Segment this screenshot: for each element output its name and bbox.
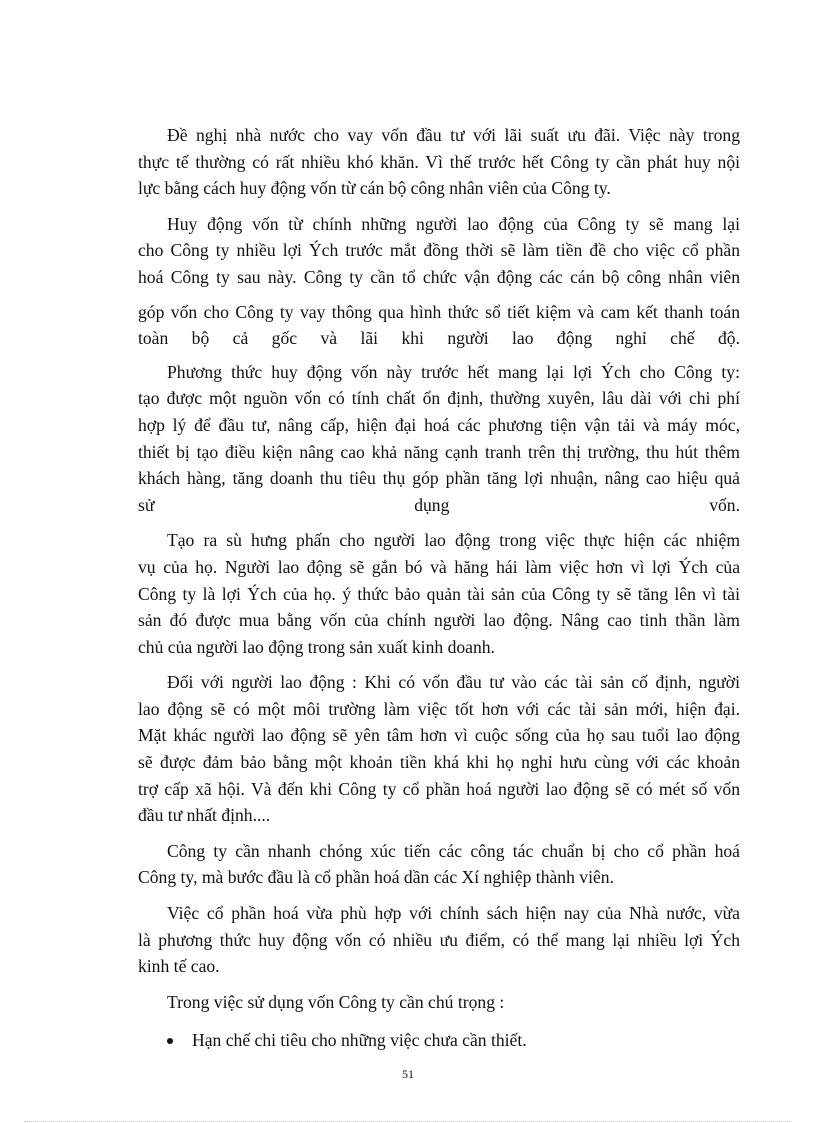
page-number: 51 <box>402 1067 414 1081</box>
document-body <box>138 122 740 1054</box>
text-line: sử dụng vốn. <box>138 494 740 515</box>
text-line: là phương thức huy động vốn có nhiều ưu điểm, có thể mang lại nhiều lợi Ých <box>138 929 740 950</box>
text-line: Đề nghị nhà nước cho vay vốn đầu tư với lãi suất ưu đãi. Việc này trong <box>167 125 740 145</box>
text-line: Huy động vốn từ chính những người lao động của Công ty sẽ mang lại <box>167 213 740 234</box>
text-line: toàn bộ cả gốc và lãi khi người lao động nghỉ chế độ. <box>138 328 740 349</box>
page-bottom-border <box>24 1121 792 1122</box>
paragraph-capital-usage <box>138 989 740 1016</box>
text-line: Công ty cần nhanh chóng xúc tiến các công tác chuẩn bị cho cổ phần hoá <box>167 840 740 861</box>
text-line: vụ của họ. Người lao động sẽ gắn bó và hăng hái làm việc hơn vì lợi Ých của <box>138 556 740 577</box>
text-line: Công ty, mà bước đầu là cổ phần hoá dần các Xí nghiệp thành viên. <box>138 867 614 888</box>
text-line: Đối với người lao động : Khi có vốn đầu tư vào các tài sản cố định, người <box>167 672 740 693</box>
text-line: cho Công ty nhiều lợi Ých trước mắt đồng thời sẽ làm tiền đề cho việc cổ phần <box>138 240 740 261</box>
paragraph-benefits <box>138 359 740 519</box>
text-line: Trong việc sử dụng vốn Công ty cần chú trọng : <box>167 991 505 1012</box>
paragraph-equitization <box>138 838 740 891</box>
text-line: Mặt khác người lao động sẽ yên tâm hơn vì cuộc sống của họ sau tuổi lao động <box>138 725 740 746</box>
text-line: góp vốn cho Công ty vay thông qua hình thức sổ tiết kiệm và cam kết thanh toán <box>138 301 740 322</box>
bullet-list-item <box>138 1027 740 1054</box>
paragraph-motivation <box>138 527 740 660</box>
paragraph-employee-capital <box>138 211 740 352</box>
text-line: Tạo ra sù hưng phấn cho người lao động trong việc thực hiện các nhiệm <box>167 530 740 551</box>
text-line: chủ của người lao động trong sản xuất kinh doanh. <box>138 636 495 657</box>
text-line: hợp lý để đầu tư, nâng cấp, hiện đại hoá các phương tiện vận tải và máy móc, <box>138 414 740 435</box>
text-line: thiết bị tạo điều kiện nâng cao khả năng cạnh tranh trên thị trường, thu hút thêm <box>138 441 740 462</box>
text-line: tạo được một nguồn vốn có tính chất ổn định, thường xuyên, lâu dài với chi phí <box>138 388 740 409</box>
paragraph-equitization-benefits <box>138 900 740 980</box>
text-line: lực bằng cách huy động vốn từ cán bộ công nhân viên của Công ty. <box>138 178 611 199</box>
text-line: lao động sẽ có một môi trường làm việc tốt hơn với các tài sản mới, hiện đại. <box>138 698 740 719</box>
text-line: đầu tư nhất định.... <box>138 805 271 826</box>
text-line: thực tế thường có rất nhiều khó khăn. Vì thế trước hết Công ty cần phát huy nội <box>138 151 740 172</box>
bullet-text: Hạn chế chi tiêu cho những việc chưa cần thiết. <box>192 1030 527 1051</box>
text-line: sẽ được đảm bảo bằng một khoản tiền khá khi họ nghỉ hưu cùng với các khoản <box>138 752 740 773</box>
text-line: kinh tế cao. <box>138 956 220 977</box>
text-line: sản đó được mua bằng vốn của chính người lao động. Nâng cao tinh thần làm <box>138 610 740 631</box>
text-line: Việc cổ phần hoá vừa phù hợp với chính sách hiện nay của Nhà nước, vừa <box>167 903 740 924</box>
text-line: hoá Công ty sau này. Công ty cần tổ chức vận động các cán bộ công nhân viên <box>138 266 740 287</box>
paragraph-loan-proposal <box>138 122 740 202</box>
bullet-icon <box>167 1038 173 1044</box>
text-line: khách hàng, tăng doanh thu tiêu thụ góp phần tăng lợi nhuận, nâng cao hiệu quả <box>138 468 740 489</box>
text-line: Công ty là lợi Ých của họ. ý thức bảo quản tài sản của Công ty sẽ tăng lên vì tài <box>138 583 740 604</box>
text-line: Phương thức huy động vốn này trước hết mang lại lợi Ých cho Công ty: <box>167 361 740 382</box>
paragraph-workers <box>138 669 740 829</box>
text-line: trợ cấp xã hội. Và đến khi Công ty cổ phần hoá người lao động sẽ có mét số vốn <box>138 778 740 799</box>
